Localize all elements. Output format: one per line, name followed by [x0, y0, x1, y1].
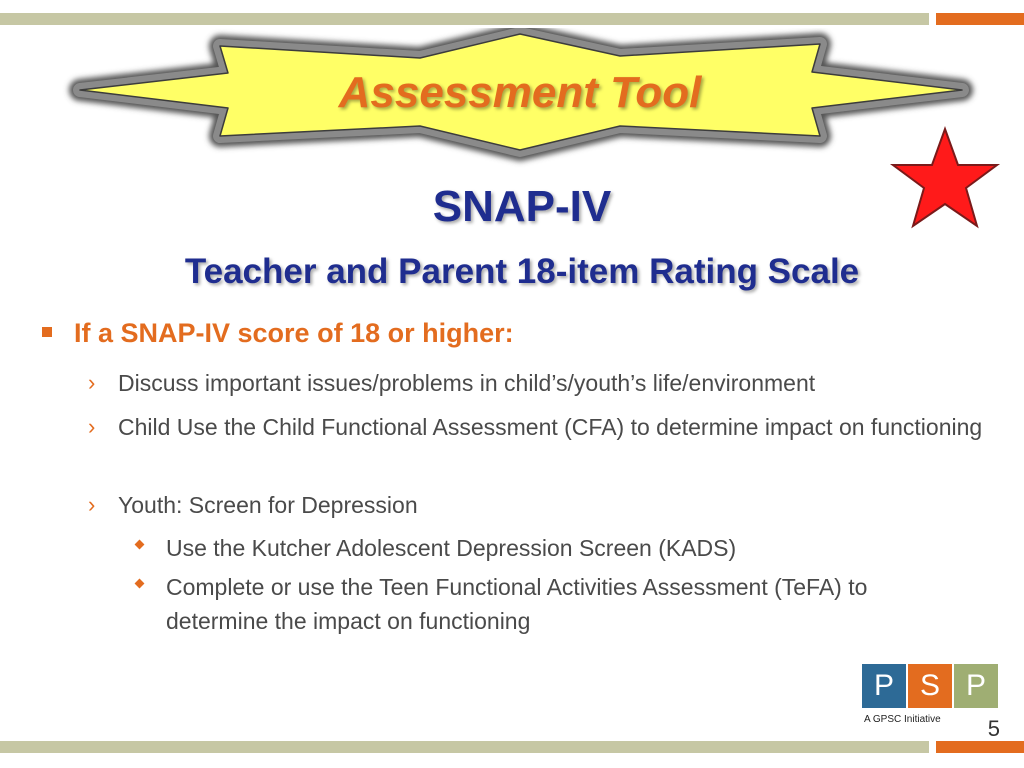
logo-tagline: A GPSC Initiative	[864, 714, 941, 725]
chevron-right-icon: ›	[88, 370, 96, 395]
banner-title: Assessment Tool	[338, 68, 702, 117]
diamond-bullet-icon	[135, 579, 145, 589]
logo-letter: P	[954, 664, 998, 708]
square-bullet-icon	[42, 327, 52, 337]
sub-list-item-text: Complete or use the Teen Functional Activities Assessment (TeFA) to determine the impact on functioning	[166, 574, 868, 634]
chevron-right-icon: ›	[88, 492, 96, 517]
top-accent-bar	[936, 13, 1024, 25]
logo-letter: S	[908, 664, 952, 708]
logo-letter: P	[862, 664, 906, 708]
list-item-text: Child Use the Child Functional Assessment (CFA) to determine impact on functioning	[118, 414, 983, 440]
page-number: 5	[987, 716, 1000, 741]
top-border-bar	[0, 13, 929, 25]
slide-title: SNAP-IV	[432, 182, 612, 231]
slide-subtitle: Teacher and Parent 18-item Rating Scale	[184, 252, 860, 291]
chevron-right-icon: ›	[88, 414, 96, 439]
bullet-heading-text: If a SNAP-IV score of 18 or higher:	[74, 318, 514, 348]
bottom-accent-bar	[936, 741, 1024, 753]
list-item-text: Discuss important issues/problems in child’s/youth’s life/environment	[118, 370, 816, 396]
sub-list-item-text: Use the Kutcher Adolescent Depression Screen (KADS)	[166, 535, 737, 561]
bottom-border-bar	[0, 741, 929, 753]
diamond-bullet-icon	[135, 540, 145, 550]
list-item-text: Youth: Screen for Depression	[118, 492, 418, 518]
